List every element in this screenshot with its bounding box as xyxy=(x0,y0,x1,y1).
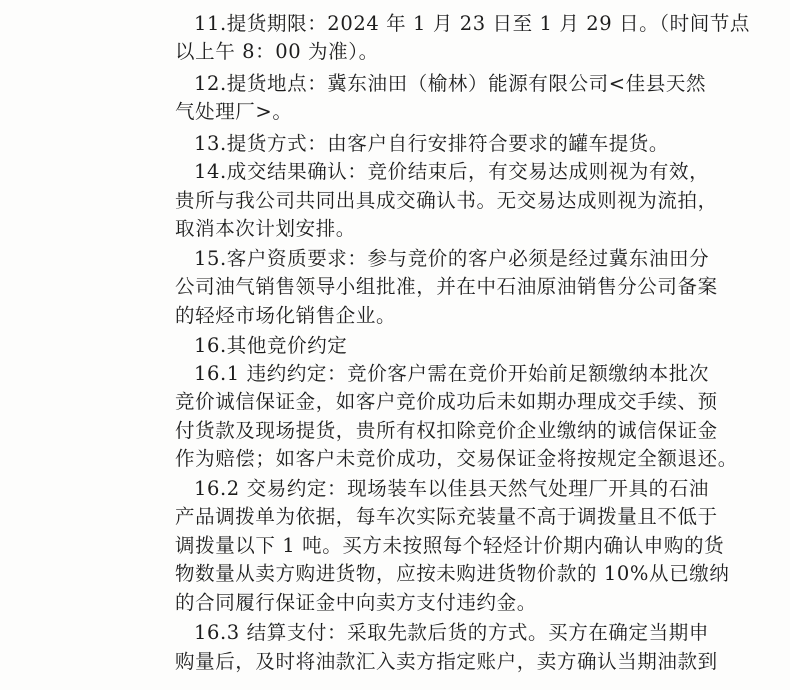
clause-15-line-1: 15.客户资质要求：参与竞价的客户必须是经过冀东油田分 xyxy=(194,247,710,270)
clause-11-line-1: 11.提货期限：2024 年 1 月 23 日至 1 月 29 日。（时间节点 xyxy=(194,12,751,35)
clause-16-2-line-2: 产品调拨单为依据，每车次实际充装量不高于调拨量且不低于 xyxy=(175,505,718,528)
clause-15-line-2: 公司油气销售领导小组批准，并在中石油原油销售分公司备案 xyxy=(175,275,718,298)
clause-16-1-line-3: 付货款及现场提货，贵所有权扣除竞价企业缴纳的诚信保证金 xyxy=(175,419,718,442)
clause-16-1-line-1: 16.1 违约约定：竞价客户需在竞价开始前足额缴纳本批次 xyxy=(194,362,709,385)
clause-16-1-line-2: 竞价诚信保证金，如客户竞价成功后未如期办理成交手续、预 xyxy=(175,390,718,413)
clause-16-heading: 16.其他竞价约定 xyxy=(194,334,348,357)
clause-16-2-line-3: 调拨量以下 1 吨。买方未按照每个轻烃计价期内确认申购的货 xyxy=(175,534,725,557)
clause-14-line-3: 取消本次计划安排。 xyxy=(175,217,356,240)
clause-13-line-1: 13.提货方式：由客户自行安排符合要求的罐车提货。 xyxy=(194,132,670,155)
clause-16-3-line-1: 16.3 结算支付：采取先款后货的方式。买方在确定当期申 xyxy=(194,621,709,644)
clause-16-3-line-2: 购量后，及时将油款汇入卖方指定账户，卖方确认当期油款到 xyxy=(175,650,718,673)
clause-12-line-1: 12.提货地点：冀东油田（榆林）能源有限公司<佳县天然 xyxy=(194,72,707,95)
clause-14-line-1: 14.成交结果确认：竞价结束后，有交易达成则视为有效， xyxy=(194,160,710,183)
clause-16-1-line-4: 作为赔偿；如客户未竞价成功，交易保证金将按规定全额退还。 xyxy=(175,447,738,470)
clause-16-2-line-4: 物数量从卖方购进货物，应按未购进货物价款的 10%从已缴纳 xyxy=(175,562,730,585)
clause-14-line-2: 贵所与我公司共同出具成交确认书。无交易达成则视为流拍， xyxy=(175,189,718,212)
clause-16-2-line-5: 的合同履行保证金中向卖方支付违约金。 xyxy=(175,591,537,614)
clause-15-line-3: 的轻烃市场化销售企业。 xyxy=(175,304,397,327)
clause-16-2-line-1: 16.2 交易约定：现场装车以佳县天然气处理厂开具的石油 xyxy=(194,477,709,500)
clause-11-line-2: 以上午 8：00 为准）。 xyxy=(175,40,379,63)
clause-12-line-2: 气处理厂>。 xyxy=(175,100,293,123)
